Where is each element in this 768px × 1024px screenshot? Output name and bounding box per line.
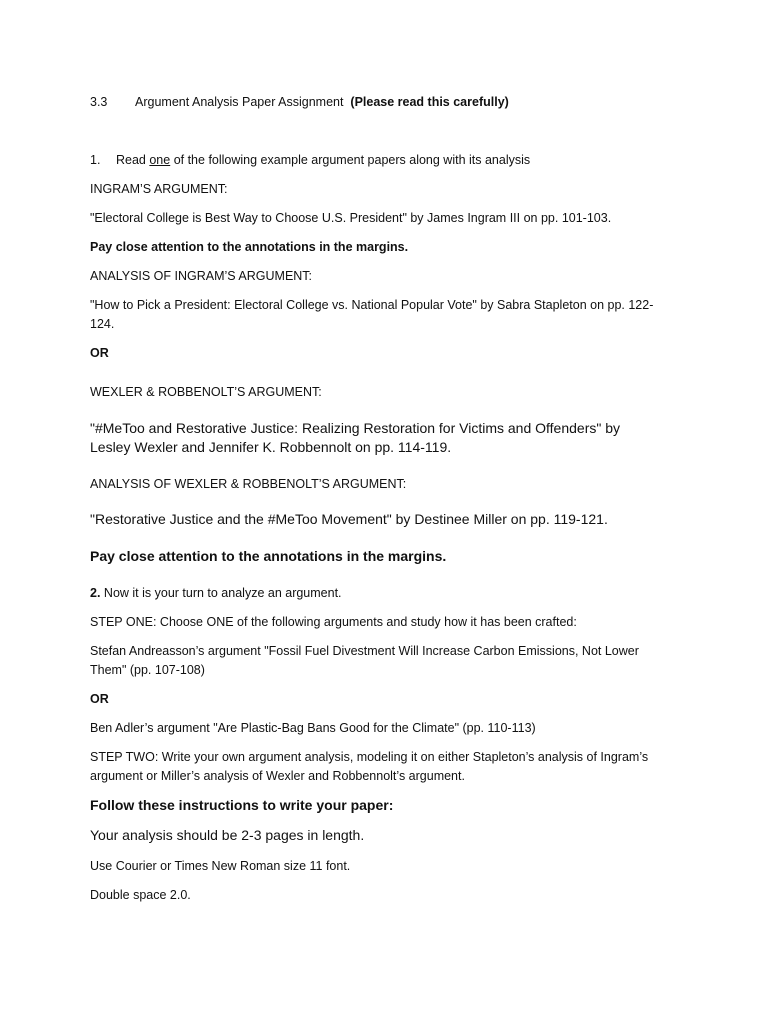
- section-note: (Please read this carefully): [350, 95, 509, 109]
- step1-text-after: of the following example argument papers along with its analysis: [170, 153, 531, 167]
- instructions-heading: Follow these instructions to write your paper:: [90, 797, 394, 813]
- instruction-spacing: Double space 2.0.: [90, 888, 191, 902]
- section-number: 3.3: [90, 95, 108, 109]
- option-adler: Ben Adler’s argument "Are Plastic-Bag Bans Good for the Climate" (pp. 110-113): [90, 721, 536, 735]
- step2-number: 2.: [90, 586, 101, 600]
- ingram-analysis-heading: ANALYSIS OF INGRAM’S ARGUMENT:: [90, 269, 313, 283]
- or-divider-2: OR: [90, 692, 109, 706]
- ingram-citation: "Electoral College is Best Way to Choose U.S. President" by James Ingram III on pp. 101-103.: [90, 211, 612, 225]
- section-title: Argument Analysis Paper Assignment: [135, 95, 344, 109]
- wexler-heading: WEXLER & ROBBENOLT’S ARGUMENT:: [90, 385, 322, 399]
- wexler-annotation-note: Pay close attention to the annotations in the margins.: [90, 548, 447, 564]
- step2-line: [90, 584, 670, 603]
- or-divider-1: OR: [90, 346, 109, 360]
- step1-number: 1.: [90, 153, 101, 167]
- step-one: STEP ONE: Choose ONE of the following arguments and study how it has been crafted:: [90, 615, 577, 629]
- step2-text: Now it is your turn to analyze an argument.: [100, 586, 342, 600]
- ingram-analysis-citation: "How to Pick a President: Electoral College vs. National Popular Vote" by Sabra Stapleton on pp. 122-124.: [90, 298, 654, 331]
- instruction-length: Your analysis should be 2-3 pages in length.: [90, 827, 365, 843]
- step-two: STEP TWO: Write your own argument analysis, modeling it on either Stapleton’s analysis of Ingram’s argument or Miller’s analysis of Wexler and Robbennolt’s argument.: [90, 750, 649, 783]
- wexler-analysis-citation: "Restorative Justice and the #MeToo Movement" by Destinee Miller on pp. 119-121.: [90, 511, 608, 527]
- wexler-analysis-heading: ANALYSIS OF WEXLER & ROBBENOLT’S ARGUMENT:: [90, 477, 407, 491]
- step1-underlined: one: [149, 153, 171, 167]
- option-andreasson: Stefan Andreasson’s argument "Fossil Fuel Divestment Will Increase Carbon Emissions, Not Lower Them" (pp. 107-108): [90, 644, 639, 677]
- instruction-font: Use Courier or Times New Roman size 11 font.: [90, 859, 351, 873]
- step1-line: [90, 151, 670, 170]
- ingram-annotation-note: Pay close attention to the annotations in the margins.: [90, 240, 409, 254]
- ingram-heading: INGRAM’S ARGUMENT:: [90, 182, 228, 196]
- section-heading: [90, 93, 670, 112]
- step1-text-before: Read: [116, 153, 150, 167]
- wexler-citation: "#MeToo and Restorative Justice: Realizing Restoration for Victims and Offenders" by Lesley Wexler and Jennifer K. Robbennolt on pp. 114-119.: [90, 420, 621, 455]
